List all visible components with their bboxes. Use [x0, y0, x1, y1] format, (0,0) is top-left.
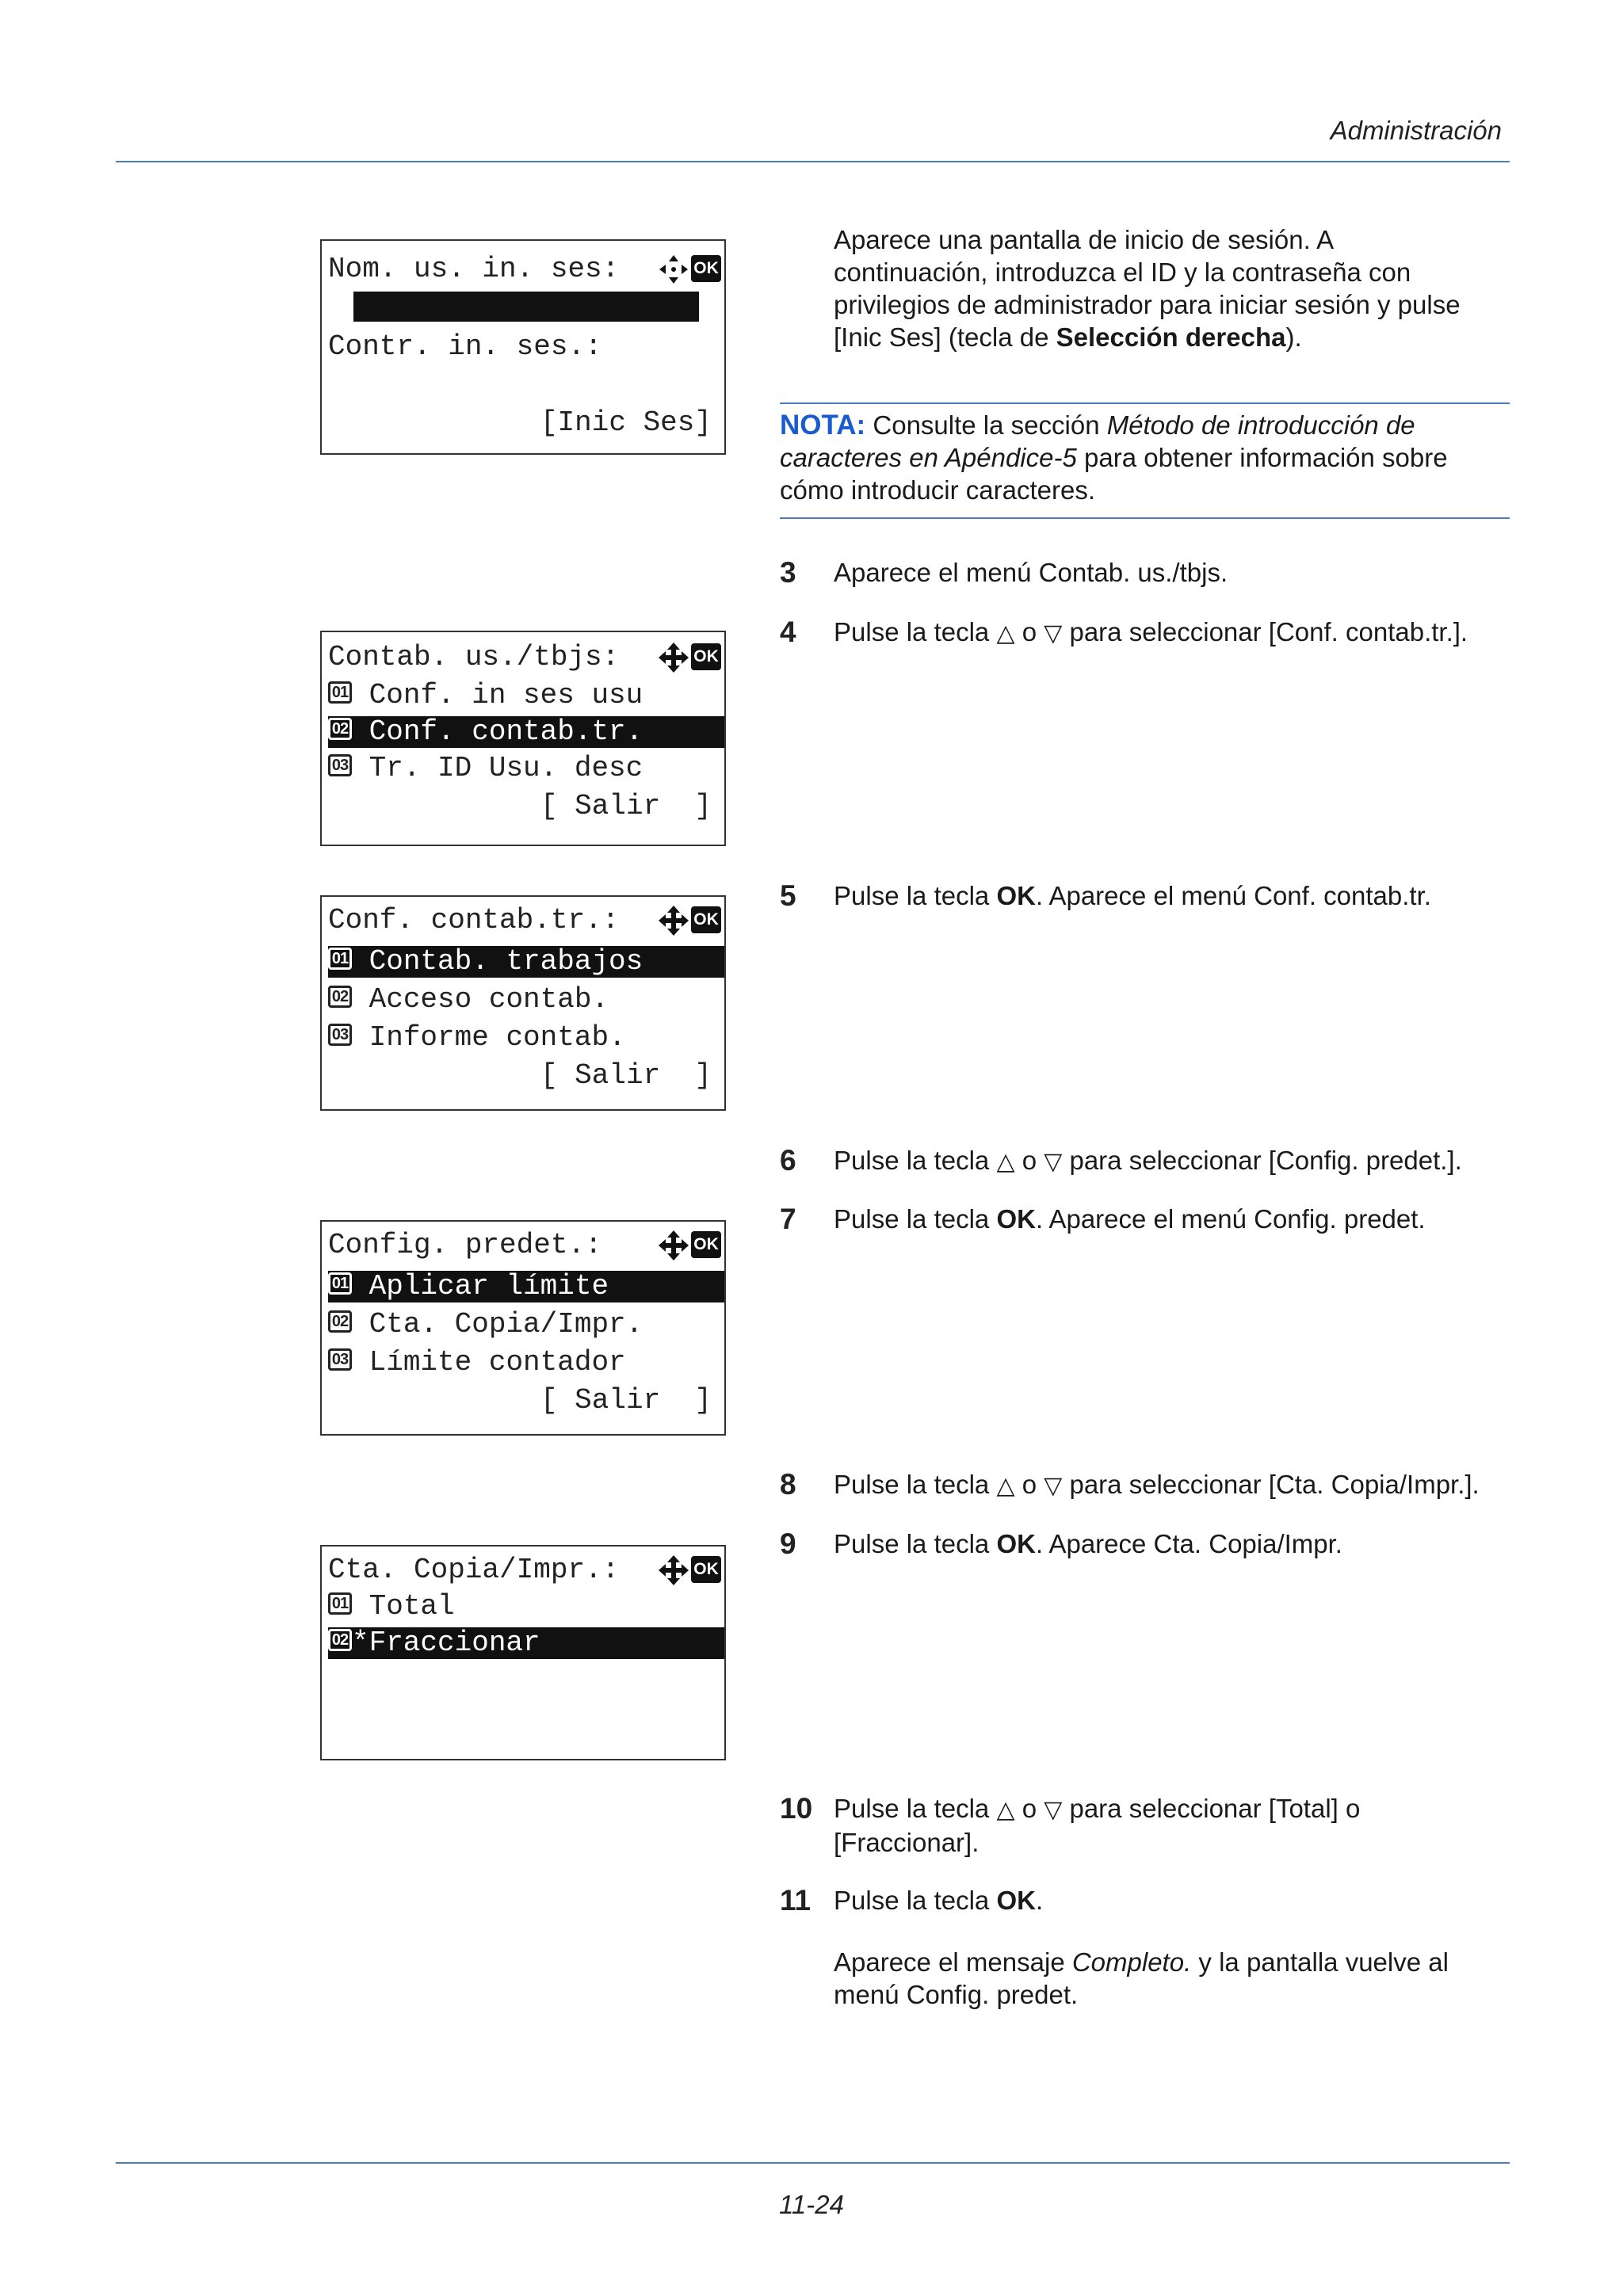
- step-number: 8: [780, 1468, 796, 1501]
- note-line: cómo introducir caracteres.: [780, 475, 1095, 505]
- item-number-icon: 01: [328, 948, 352, 970]
- step-number: 7: [780, 1203, 796, 1235]
- reference-title: Método de introducción de: [1106, 410, 1415, 440]
- text-run: Pulse la tecla: [834, 881, 997, 910]
- ok-key-icon: OK: [691, 1556, 721, 1583]
- text-run: .: [1035, 1886, 1044, 1915]
- intro-paragraph: [834, 223, 1461, 353]
- text-run: Pulse la tecla: [834, 1470, 997, 1499]
- lcd-title: Contab. us./tbjs:: [328, 641, 620, 673]
- text-run: y la pantalla vuelve al: [1191, 1947, 1449, 1977]
- note-label: NOTA:: [780, 410, 866, 441]
- up-key-icon: △: [996, 1149, 1015, 1175]
- item-number-icon: 03: [328, 754, 352, 776]
- key-name: OK: [996, 1886, 1036, 1915]
- menu-item-selected: [328, 946, 724, 978]
- step-text: [834, 616, 1468, 650]
- down-key-icon: ▽: [1044, 1473, 1063, 1499]
- item-number-icon: 01: [328, 681, 352, 704]
- menu-item: [328, 1022, 724, 1054]
- note-line: [780, 409, 1448, 441]
- text-run: Consulte la sección: [865, 410, 1107, 440]
- menu-item-selected: [328, 716, 724, 748]
- text-run: o: [1014, 1146, 1044, 1175]
- text-run: Pulse la tecla: [834, 1204, 997, 1234]
- menu-item-label: Límite contador: [369, 1346, 626, 1379]
- step-number: 5: [780, 879, 796, 912]
- key-name: OK: [996, 1529, 1036, 1558]
- result-paragraph: [834, 1946, 1449, 2011]
- item-number-icon: 02: [328, 1310, 352, 1333]
- menu-item: [328, 984, 724, 1016]
- menu-item-label: *Fraccionar: [352, 1627, 540, 1659]
- menu-item-label: Tr. ID Usu. desc: [369, 752, 643, 784]
- text-run: para seleccionar [Config. predet.].: [1062, 1146, 1462, 1175]
- lcd-copy-print-count-menu: [320, 1545, 726, 1760]
- lcd-softkey-exit: [ Salir ]: [540, 1384, 712, 1417]
- step-number: 11: [780, 1884, 812, 1917]
- key-name: OK: [996, 1204, 1036, 1234]
- menu-item: [328, 753, 724, 784]
- step-text: [834, 1144, 1462, 1178]
- lcd-title: Cta. Copia/Impr.:: [328, 1554, 620, 1586]
- step-text: [834, 1884, 1043, 1917]
- item-number-icon: 02: [328, 1629, 352, 1651]
- menu-item-label: Acceso contab.: [369, 983, 609, 1016]
- text-run: para seleccionar [Conf. contab.tr.].: [1062, 617, 1468, 646]
- lcd-accounting-menu: [320, 631, 726, 846]
- note-box: [780, 409, 1448, 506]
- item-number-icon: 01: [328, 1592, 352, 1615]
- text-run: Pulse la tecla: [834, 1794, 997, 1823]
- key-name: Selección derecha: [1056, 322, 1286, 352]
- header-rule: [116, 161, 1510, 162]
- intro-line: Aparece una pantalla de inicio de sesión. A: [834, 225, 1335, 254]
- text-run: . Aparece Cta. Copia/Impr.: [1035, 1529, 1342, 1558]
- text-run: ).: [1285, 322, 1302, 352]
- dpad-cross-icon: [658, 905, 689, 936]
- ok-key-icon: OK: [691, 643, 721, 670]
- lcd-default-settings-menu: [320, 1220, 726, 1436]
- item-number-icon: 03: [328, 1024, 352, 1046]
- message-name: Completo.: [1071, 1947, 1192, 1977]
- key-name: OK: [996, 881, 1036, 910]
- step-line: [Fraccionar].: [834, 1828, 980, 1857]
- dpad-cross-icon: [658, 1554, 689, 1586]
- menu-item-label: Cta. Copia/Impr.: [369, 1308, 643, 1341]
- note-top-rule: [780, 402, 1510, 404]
- step-number: 4: [780, 616, 796, 648]
- ok-key-icon: OK: [691, 255, 721, 282]
- result-line: [834, 1946, 1449, 1978]
- text-run: para seleccionar [Cta. Copia/Impr.].: [1062, 1470, 1480, 1499]
- step-text: [834, 1468, 1480, 1502]
- note-bottom-rule: [780, 517, 1510, 519]
- text-run: . Aparece el menú Conf. contab.tr.: [1035, 881, 1431, 910]
- step-text: [834, 879, 1431, 912]
- menu-item-label: Contab. trabajos: [369, 945, 643, 978]
- footer-rule: [116, 2162, 1510, 2164]
- text-run: Pulse la tecla: [834, 617, 997, 646]
- lcd-password-label: Contr. in. ses.:: [328, 330, 602, 363]
- text-run: Pulse la tecla: [834, 1529, 997, 1558]
- up-key-icon: △: [996, 1797, 1015, 1823]
- lcd-title: Conf. contab.tr.:: [328, 904, 620, 936]
- lcd-title: Config. predet.:: [328, 1229, 620, 1261]
- dpad-cross-icon: [658, 642, 689, 673]
- step-number: 10: [780, 1792, 813, 1825]
- down-key-icon: ▽: [1044, 1797, 1063, 1823]
- step-text: [834, 1792, 1360, 1859]
- step-text: [834, 1527, 1342, 1560]
- text-run: o: [1014, 1794, 1044, 1823]
- intro-line: privilegios de administrador para iniciar sesión y pulse: [834, 290, 1461, 319]
- lcd-title: Nom. us. in. ses:: [328, 253, 620, 285]
- menu-item-label: Aplicar límite: [369, 1270, 609, 1302]
- step-number: 3: [780, 556, 796, 589]
- lcd-softkey-exit: [ Salir ]: [540, 1059, 712, 1092]
- text-run: [Inic Ses] (tecla de: [834, 322, 1056, 352]
- down-key-icon: ▽: [1044, 1149, 1063, 1175]
- item-number-icon: 02: [328, 986, 352, 1008]
- step-number: 6: [780, 1144, 796, 1177]
- menu-item-selected: [328, 1627, 724, 1659]
- text-run: para seleccionar [Total] o: [1062, 1794, 1361, 1823]
- ok-key-icon: OK: [691, 906, 721, 933]
- item-number-icon: 01: [328, 1272, 352, 1295]
- dpad-cross-icon: [658, 1230, 689, 1261]
- intro-line: continuación, introduzca el ID y la contraseña con: [834, 257, 1411, 287]
- text-run: Pulse la tecla: [834, 1886, 997, 1915]
- lcd-job-accounting-menu: [320, 895, 726, 1111]
- section-title: Administración: [1330, 116, 1502, 145]
- menu-item: [328, 680, 724, 711]
- up-key-icon: △: [996, 620, 1015, 646]
- intro-line: [834, 321, 1461, 353]
- step-line: [834, 1792, 1360, 1826]
- step-text: Aparece el menú Contab. us./tbjs.: [834, 558, 1228, 587]
- text-run: para obtener información sobre: [1076, 443, 1448, 472]
- note-line: [780, 441, 1448, 474]
- step-text: [834, 1203, 1426, 1235]
- lcd-softkey-exit: [ Salir ]: [540, 790, 712, 822]
- menu-item: [328, 1347, 724, 1379]
- down-key-icon: ▽: [1044, 620, 1063, 646]
- reference-title: caracteres en Apéndice-5: [780, 443, 1077, 472]
- page-number: 11-24: [779, 2190, 844, 2219]
- menu-item: [328, 1309, 724, 1341]
- item-number-icon: 03: [328, 1348, 352, 1371]
- up-key-icon: △: [996, 1473, 1015, 1499]
- text-run: o: [1014, 1470, 1044, 1499]
- menu-item-label: Conf. contab.tr.: [369, 715, 643, 748]
- menu-item-label: Conf. in ses usu: [369, 679, 643, 711]
- lcd-login-screen: [320, 239, 726, 455]
- menu-item: [328, 1591, 724, 1623]
- menu-item-label: Informe contab.: [369, 1021, 626, 1054]
- text-run: . Aparece el menú Config. predet.: [1035, 1204, 1426, 1234]
- menu-item-selected: [328, 1271, 724, 1302]
- result-line: menú Config. predet.: [834, 1980, 1079, 2009]
- text-run: Pulse la tecla: [834, 1146, 997, 1175]
- item-number-icon: 02: [328, 718, 352, 740]
- text-run: Aparece el mensaje: [834, 1947, 1072, 1977]
- lcd-softkey-login: [Inic Ses]: [540, 406, 712, 439]
- login-name-field: [353, 292, 699, 322]
- ok-key-icon: OK: [691, 1231, 721, 1258]
- step-number: 9: [780, 1527, 796, 1560]
- text-run: o: [1014, 617, 1044, 646]
- dpad-cross-icon: [658, 254, 689, 285]
- menu-item-label: Total: [369, 1590, 455, 1623]
